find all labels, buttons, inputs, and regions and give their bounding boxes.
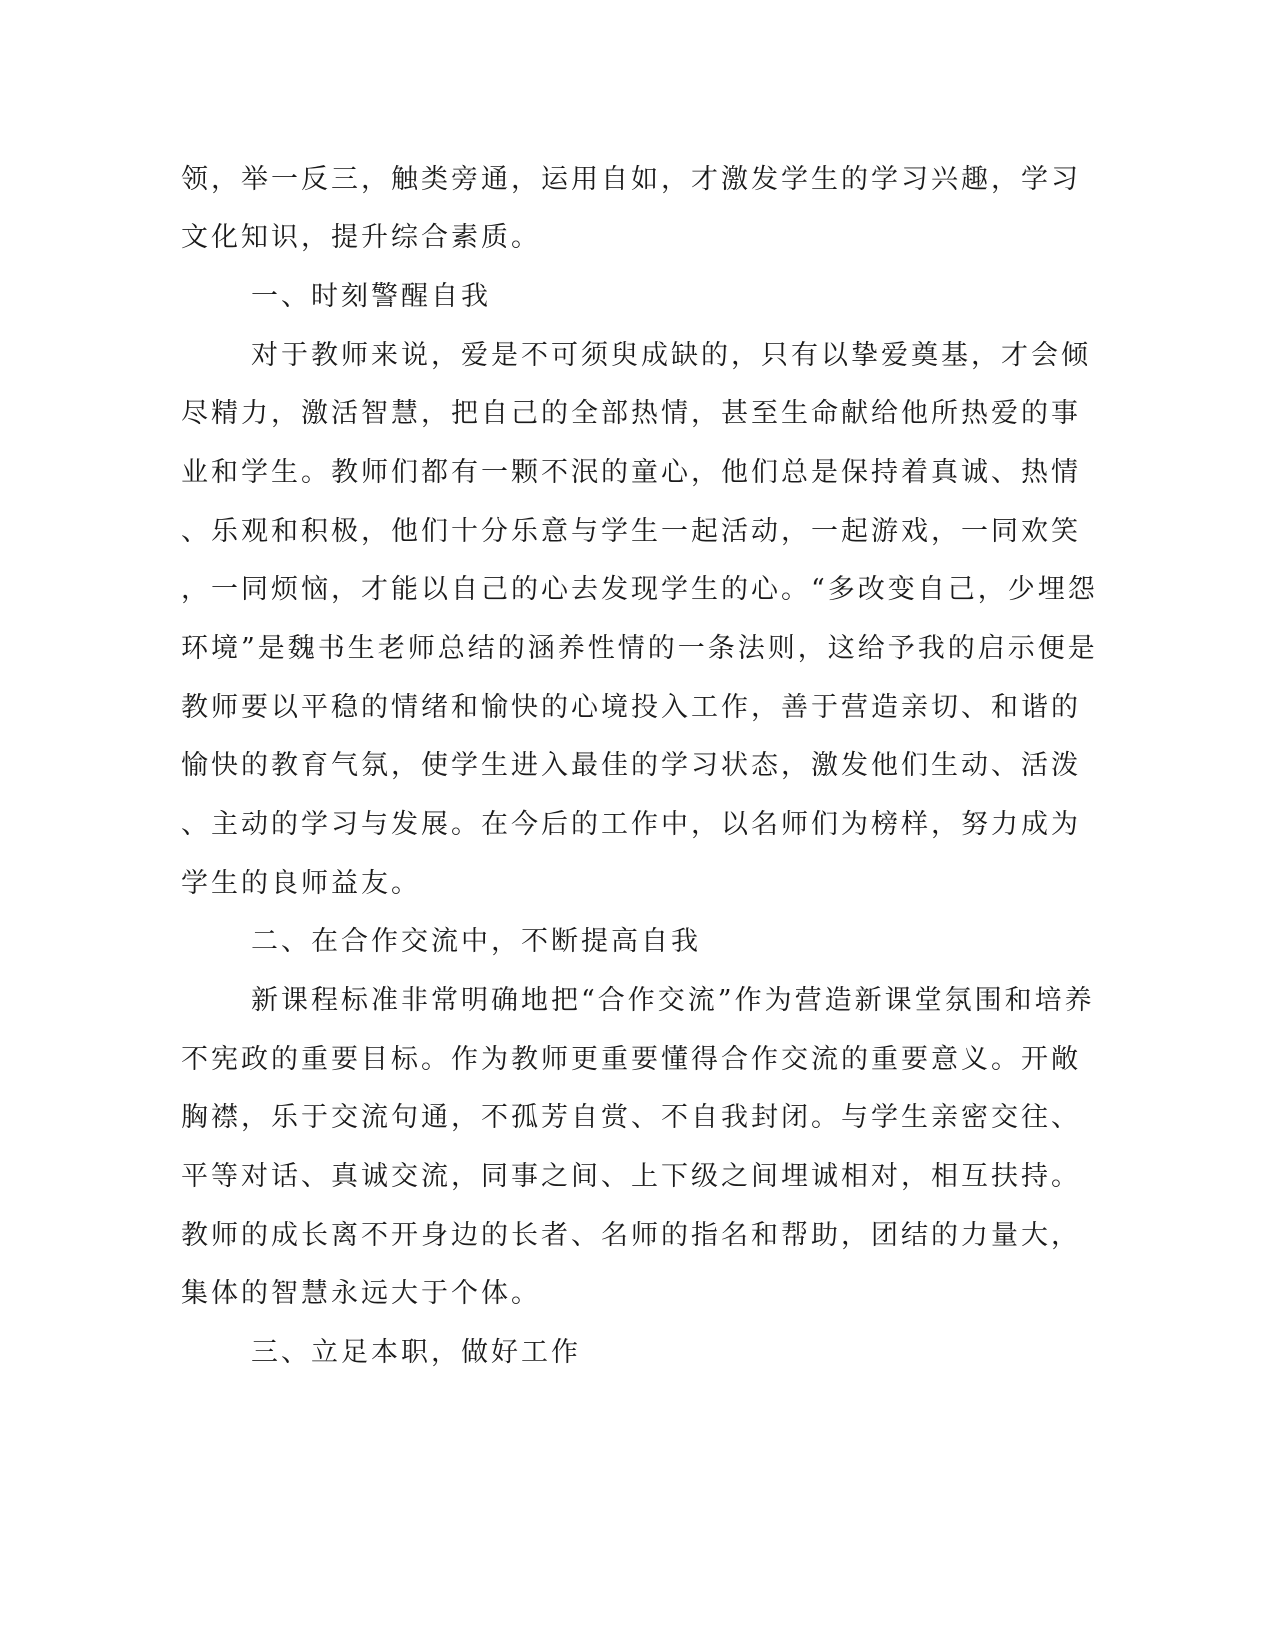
section-heading: 一、时刻警醒自我 — [251, 281, 491, 312]
text-line: 尽精力，激活智慧，把自己的全部热情，甚至生命献给他所热爱的事 — [181, 398, 1081, 429]
text-line: 教师的成长离不开身边的长者、名师的指名和帮助，团结的力量大， — [181, 1220, 1081, 1251]
text-line: 教师要以平稳的情绪和愉快的心境投入工作，善于营造亲切、和谐的 — [181, 692, 1081, 723]
text-line: 文化知识，提升综合素质。 — [181, 222, 541, 253]
text-line: 对于教师来说，爱是不可须臾成缺的，只有以挚爱奠基，才会倾 — [251, 340, 1091, 371]
text-line: 领，举一反三，触类旁通，运用自如，才激发学生的学习兴趣，学习 — [181, 164, 1081, 195]
section-heading: 二、在合作交流中，不断提高自我 — [251, 926, 701, 957]
text-line: 平等对话、真诚交流，同事之间、上下级之间埋诚相对，相互扶持。 — [181, 1161, 1081, 1192]
text-line: 环境”是魏书生老师总结的涵养性情的一条法则，这给予我的启示便是 — [181, 633, 1098, 664]
text-line: 新课程标准非常明确地把“合作交流”作为营造新课堂氛围和培养 — [251, 985, 1095, 1016]
text-line: 、乐观和积极，他们十分乐意与学生一起活动，一起游戏，一同欢笑 — [181, 516, 1081, 547]
text-line: 、主动的学习与发展。在今后的工作中，以名师们为榜样，努力成为 — [181, 809, 1081, 840]
text-line: 愉快的教育气氛，使学生进入最佳的学习状态，激发他们生动、活泼 — [181, 750, 1081, 781]
text-line: ，一同烦恼，才能以自己的心去发现学生的心。“多改变自己，少埋怨 — [181, 574, 1098, 605]
text-line: 业和学生。教师们都有一颗不泯的童心，他们总是保持着真诚、热情 — [181, 457, 1081, 488]
section-heading: 三、立足本职，做好工作 — [251, 1337, 581, 1368]
text-line: 学生的良师益友。 — [181, 868, 421, 899]
text-line: 集体的智慧永远大于个体。 — [181, 1278, 541, 1309]
text-line: 不宪政的重要目标。作为教师更重要懂得合作交流的重要意义。开敞 — [181, 1044, 1081, 1075]
text-line: 胸襟，乐于交流句通，不孤芳自赏、不自我封闭。与学生亲密交往、 — [181, 1102, 1081, 1133]
